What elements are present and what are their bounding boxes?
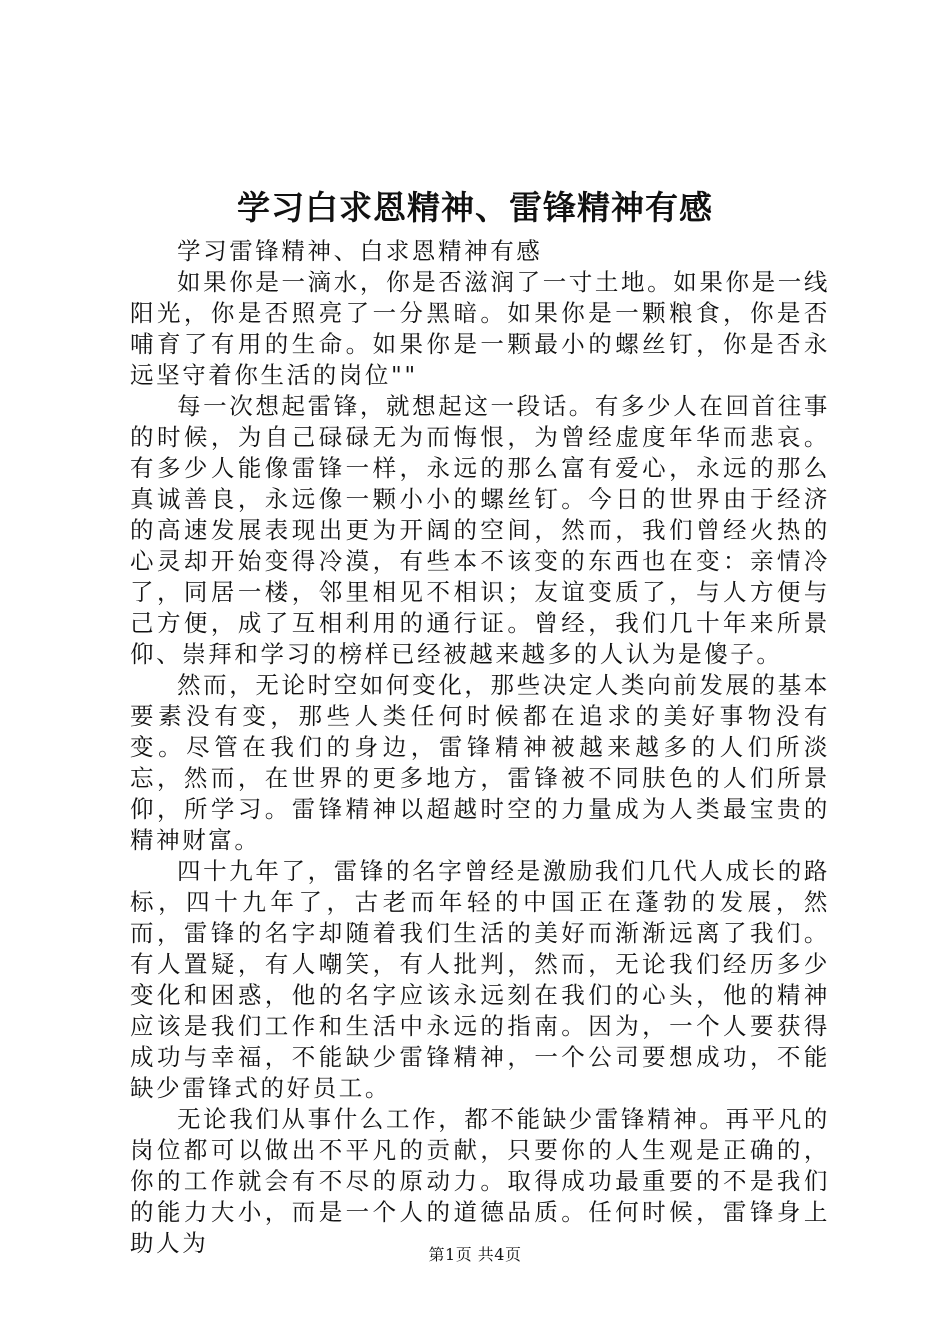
paragraph: 如果你是一滴水，你是否滋润了一寸土地。如果你是一线阳光，你是否照亮了一分黑暗。如果你是一颗粮食，你是否哺育了有用的生命。如果你是一颗最小的螺丝钉，你是否永远坚守着你生活的岗位"" (130, 268, 830, 389)
page-number-footer: 第1页 共4页 (428, 1245, 522, 1264)
document-title: 学习白求恩精神、雷锋精神有感 (237, 188, 713, 227)
paragraph: 四十九年了，雷锋的名字曾经是激励我们几代人成长的路标，四十九年了，古老而年轻的中国正在蓬勃的发展，然而，雷锋的名字却随着我们生活的美好而渐渐远离了我们。有人置疑，有人嘲笑，有人批判，然而，无论我们经历多少变化和困惑，他的名字应该永远刻在我们的心头，他的精神应该是我们工作和生活中永远的指南。因为，一个人要获得成功与幸福，不能缺少雷锋精神，一个公司要想成功，不能缺少雷锋式的好员工。 (130, 857, 830, 1102)
document-subtitle: 学习雷锋精神、白求恩精神有感 (177, 237, 543, 265)
paragraph: 每一次想起雷锋，就想起这一段话。有多少人在回首往事的时候，为自己碌碌无为而悔恨，为曾经虚度年华而悲哀。有多少人能像雷锋一样，永远的那么富有爱心，永远的那么真诚善良，永远像一颗小小的螺丝钉。今日的世界由于经济的高速发展表现出更为开阔的空间，然而，我们曾经火热的心灵却开始变得冷漠，有些本不该变的东西也在变：亲情冷了，同居一楼，邻里相见不相识；友谊变质了，与人方便与己方便，成了互相利用的通行证。曾经，我们几十年来所景仰、崇拜和学习的榜样已经被越来越多的人认为是傻子。 (130, 392, 830, 668)
paragraph: 然而，无论时空如何变化，那些决定人类向前发展的基本要素没有变，那些人类任何时候都在追求的美好事物没有变。尽管在我们的身边，雷锋精神被越来越多的人们所淡忘，然而，在世界的更多地方，雷锋被不同肤色的人们所景仰，所学习。雷锋精神以超越时空的力量成为人类最宝贵的精神财富。 (130, 671, 830, 854)
paragraph: 无论我们从事什么工作，都不能缺少雷锋精神。再平凡的岗位都可以做出不平凡的贡献，只要你的人生观是正确的，你的工作就会有不尽的原动力。取得成功最重要的不是我们的能力大小，而是一个人的道德品质。任何时候，雷锋身上助人为 (130, 1105, 830, 1257)
document-body (130, 236, 830, 1259)
